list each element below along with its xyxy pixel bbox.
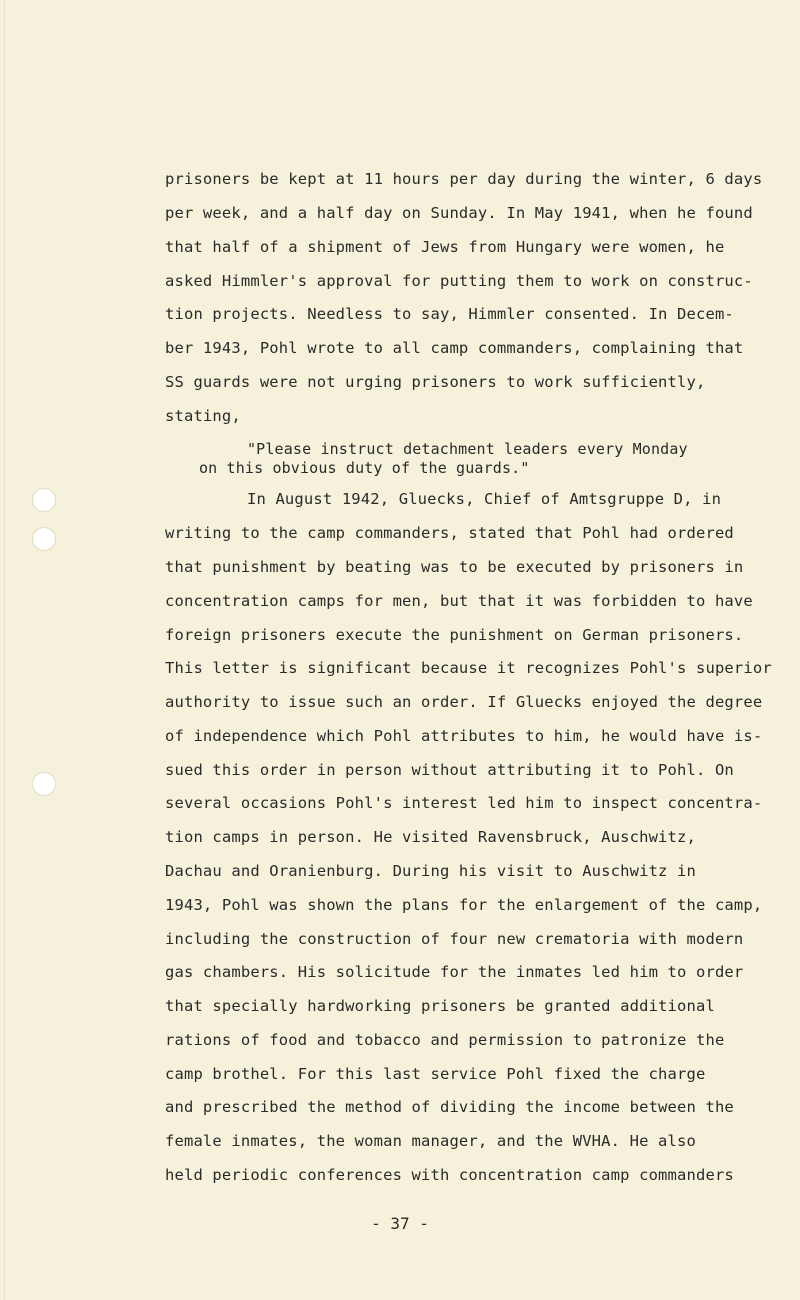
text-line: female inmates, the woman manager, and the WVHA. He also [165,1132,696,1150]
text-line: writing to the camp commanders, stated that Pohl had ordered [165,524,734,542]
text-line: Dachau and Oranienburg. During his visit to Auschwitz in [165,862,696,880]
text-line: tion projects. Needless to say, Himmler consented. In Decem- [165,305,734,323]
text-line: per week, and a half day on Sunday. In May 1941, when he found [165,204,753,222]
text-line: SS guards were not urging prisoners to work sufficiently, [165,373,706,391]
text-line: tion camps in person. He visited Ravensbruck, Auschwitz, [165,828,696,846]
text-line: that punishment by beating was to be executed by prisoners in [165,558,744,576]
text-line: authority to issue such an order. If Gluecks enjoyed the degree [165,693,763,711]
text-line: sued this order in person without attributing it to Pohl. On [165,761,734,779]
text-line: 1943, Pohl was shown the plans for the enlargement of the camp, [165,896,763,914]
punch-hole [32,527,56,551]
text-line: including the construction of four new crematoria with modern [165,930,744,948]
text-line: ber 1943, Pohl wrote to all camp commanders, complaining that [165,339,744,357]
text-line: gas chambers. His solicitude for the inmates led him to order [165,963,744,981]
text-line: This letter is significant because it recognizes Pohl's superior [165,659,772,677]
text-line: held periodic conferences with concentration camp commanders [165,1166,734,1184]
text-line: that specially hardworking prisoners be granted additional [165,997,715,1015]
text-line: asked Himmler's approval for putting them to work on construc- [165,272,753,290]
page-edge [4,0,5,1300]
punch-hole [32,772,56,796]
quote-line: "Please instruct detachment leaders every Monday [247,440,688,458]
quote-line: on this obvious duty of the guards." [199,459,530,477]
text-line: foreign prisoners execute the punishment on German prisoners. [165,626,744,644]
page-number: - 37 - [371,1214,429,1233]
text-line: concentration camps for men, but that it was forbidden to have [165,592,753,610]
text-line: stating, [165,407,241,425]
text-line: of independence which Pohl attributes to him, he would have is- [165,727,763,745]
text-line: rations of food and tobacco and permission to patronize the [165,1031,725,1049]
text-line: several occasions Pohl's interest led him to inspect concentra- [165,794,763,812]
text-line: and prescribed the method of dividing the income between the [165,1098,734,1116]
text-line: prisoners be kept at 11 hours per day during the winter, 6 days [165,170,763,188]
punch-hole [32,488,56,512]
text-line: that half of a shipment of Jews from Hungary were women, he [165,238,725,256]
text-line: In August 1942, Gluecks, Chief of Amtsgruppe D, in [247,490,722,508]
text-line: camp brothel. For this last service Pohl fixed the charge [165,1065,706,1083]
